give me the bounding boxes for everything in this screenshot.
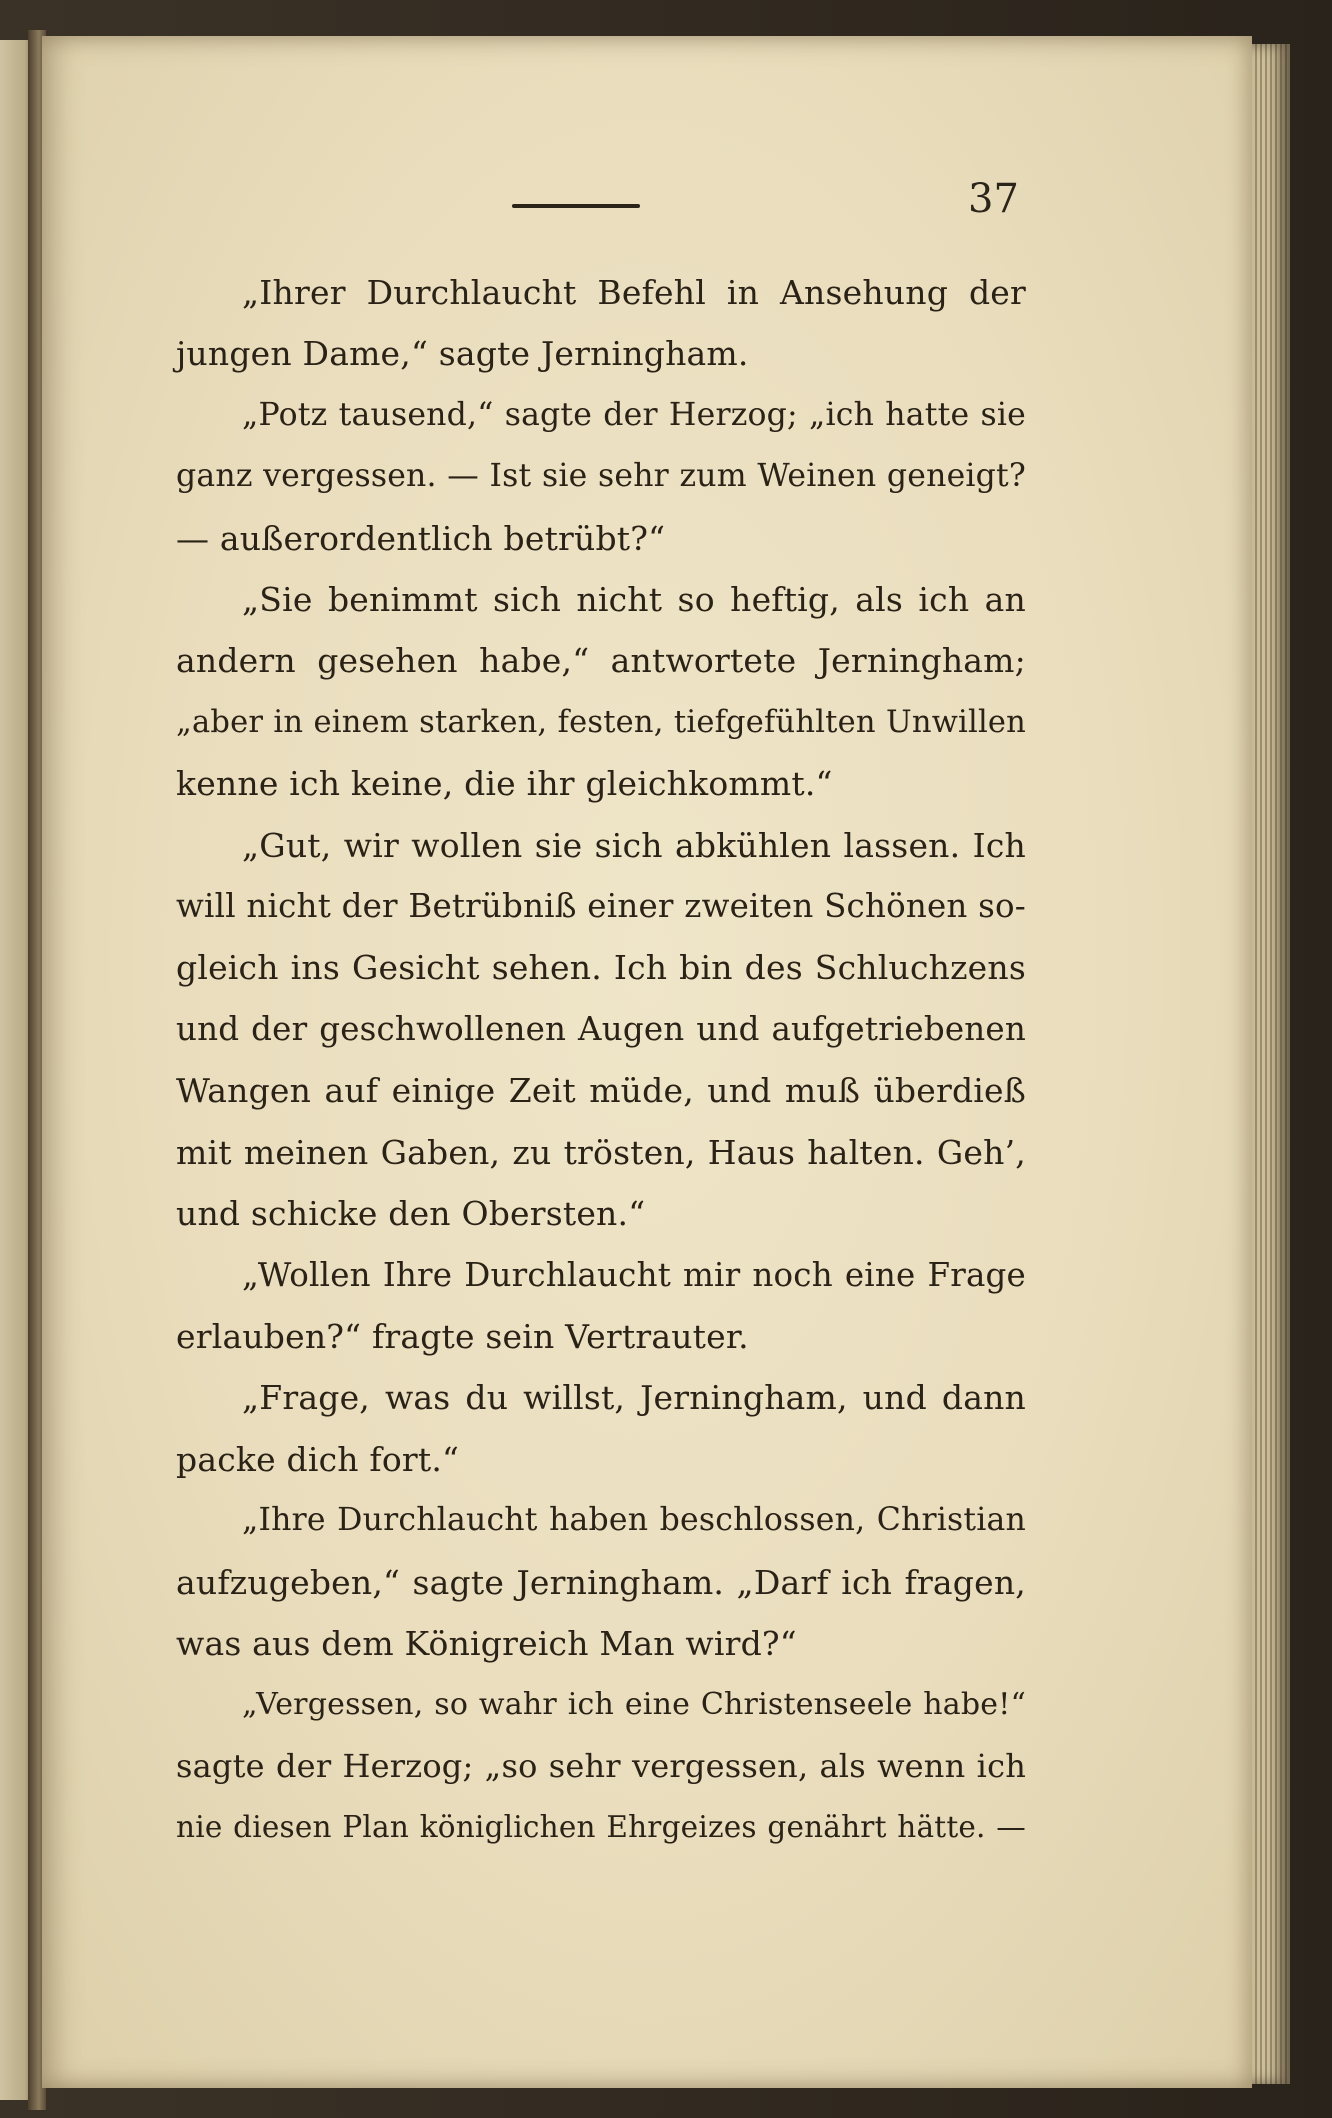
text-line: ganz vergessen. — Ist sie sehr zum Weinen geneigt? (176, 458, 1026, 495)
text-line: und der geschwollenen Augen und aufgetriebenen (176, 1009, 1026, 1048)
text-line: kenne ich keine, die ihr gleichkommt.“ (176, 764, 833, 804)
text-line: mit meinen Gaben, zu trösten, Haus halten. Geh’, (176, 1132, 1026, 1172)
text-line: will nicht der Betrübniß einer zweiten Schönen so- (176, 887, 1026, 926)
text-line: „Ihre Durchlaucht haben beschlossen, Christian (242, 1502, 1026, 1539)
text-line: „Vergessen, so wahr ich eine Christenseele habe!“ (242, 1687, 1026, 1723)
text-line: „Ihrer Durchlaucht Befehl in Ansehung der (242, 273, 1026, 312)
text-line: — außerordentlich betrübt?“ (176, 518, 666, 558)
text-line: „aber in einem starken, festen, tiefgefühlten Unwillen (176, 704, 1026, 740)
text-line: packe dich fort.“ (176, 1439, 460, 1479)
text-line: erlauben?“ fragte sein Vertrauter. (176, 1316, 749, 1356)
text-line: „Frage, was du willst, Jerningham, und dann (242, 1378, 1026, 1418)
text-line: „Wollen Ihre Durchlaucht mir noch eine Frage (242, 1255, 1026, 1294)
page-number: 37 (968, 176, 1019, 222)
text-line: Wangen auf einige Zeit müde, und muß überdieß (176, 1071, 1026, 1111)
text-line: jungen Dame,“ sagte Jerningham. (176, 334, 749, 374)
page-block-edges (1252, 44, 1290, 2084)
text-line: was aus dem Königreich Man wird?“ (176, 1623, 797, 1663)
text-line: „Sie benimmt sich nicht so heftig, als ich an (242, 580, 1026, 620)
text-line: andern gesehen habe,“ antwortete Jerningham; (176, 641, 1026, 681)
text-line: „Gut, wir wollen sie sich abkühlen lassen. Ich (242, 825, 1026, 865)
text-line: „Potz tausend,“ sagte der Herzog; „ich hatte sie (242, 396, 1026, 433)
text-line: gleich ins Gesicht sehen. Ich bin des Schluchzens (176, 948, 1026, 988)
text-line: aufzugeben,“ sagte Jerningham. „Darf ich fragen, (176, 1562, 1026, 1602)
body-text (176, 262, 1026, 1859)
header-rule (512, 204, 640, 208)
text-line: und schicke den Obersten.“ (176, 1194, 646, 1234)
text-line: nie diesen Plan königlichen Ehrgeizes genährt hätte. — (176, 1810, 1026, 1845)
text-line: sagte der Herzog; „so sehr vergessen, als wenn ich (176, 1746, 1026, 1785)
